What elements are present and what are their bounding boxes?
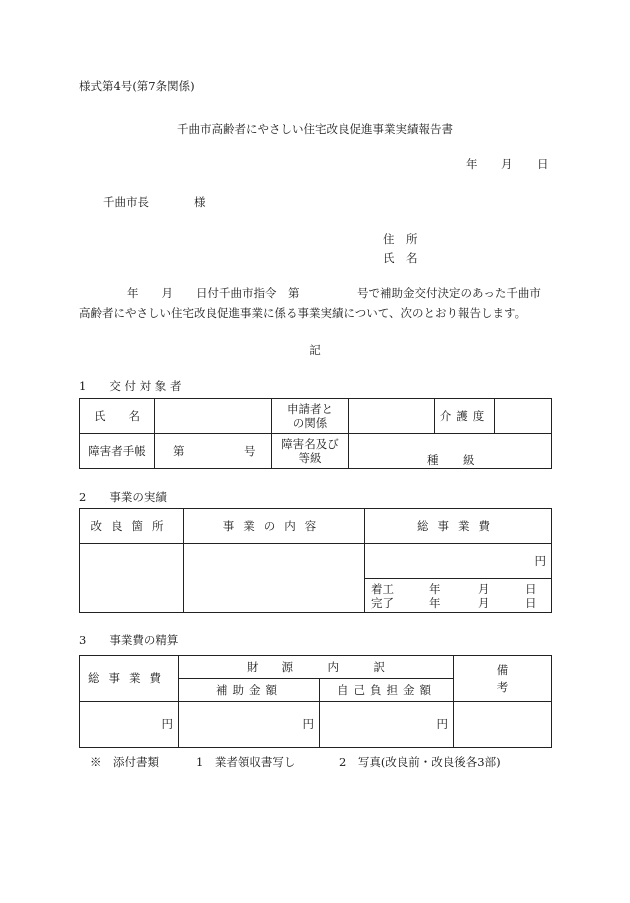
end-label: 完了 [371,596,394,610]
addressee-honorific: 様 [194,195,206,209]
care-level-value-cell[interactable] [495,399,552,434]
section3-heading: 3 事業費の精算 [79,633,179,647]
start-day: 日 [525,582,537,596]
disability-shu: 種 [427,453,439,467]
section1-heading: 1 交 付 対 象 者 [79,379,182,393]
disability-value-cell[interactable] [349,434,552,469]
total-cost-header: 総事業費 [365,509,552,544]
name-header: 氏 名 [80,399,155,434]
addressee-name: 千曲市長 [103,195,149,209]
period-cell[interactable] [365,579,552,613]
content-header: 事業の内容 [184,509,365,544]
disability-header: 障害名及び 等級 [272,434,349,469]
end-month: 月 [478,596,490,610]
name-label: 氏 名 [383,251,418,265]
relation-value-cell[interactable] [349,399,435,434]
attachment-item-2: 2 写真(改良前・改良後各3部) [339,755,501,769]
location-value-cell[interactable] [80,544,184,613]
end-year: 年 [429,596,441,610]
section2-heading: 2 事業の実績 [79,490,167,504]
document-title: 千曲市高齢者にやさしい住宅改良促進事業実績報告書 [177,122,453,136]
recipient-table [79,398,552,469]
attachment-item-1: 1 業者領収書写し [196,755,296,769]
attachments-label: ※ 添付書類 [90,755,159,769]
remarks-value-cell[interactable] [454,702,552,748]
settlement-table [79,655,552,748]
handbook-go: 号 [244,444,256,458]
content-value-cell[interactable] [184,544,365,613]
start-month: 月 [478,582,490,596]
self-pay-value-cell[interactable]: 円 [320,702,454,748]
start-label: 着工 [371,582,394,596]
total-value-cell[interactable]: 円 [80,702,179,748]
address-label: 住 所 [383,232,418,246]
self-pay-header: 自己負担金額 [320,679,454,702]
subsidy-value-cell[interactable]: 円 [179,702,320,748]
date-year: 年 [466,157,478,171]
total-cost-value-cell[interactable]: 円 [365,544,552,579]
handbook-dai: 第 [173,444,185,458]
body-line-1: 年 月 日付千曲市指令 第 号で補助金交付決定のあった千曲市 [127,286,541,300]
date-day: 日 [537,157,549,171]
results-table [79,508,552,613]
care-level-header: 介護度 [435,399,495,434]
handbook-header: 障害者手帳 [80,434,155,469]
subsidy-header: 補助金額 [179,679,320,702]
start-year: 年 [429,582,441,596]
disability-kyu: 級 [463,453,475,467]
location-header: 改良箇所 [80,509,184,544]
date-month: 月 [501,157,513,171]
source-breakdown-header: 財 源 内 訳 [179,656,454,679]
body-line-2: 高齢者にやさしい住宅改良促進事業に係る事業実績について、次のとおり報告します。 [79,306,527,320]
relation-header: 申請者と の関係 [272,399,349,434]
form-number: 様式第4号(第7条関係) [79,79,195,93]
remarks-header: 備 考 [454,656,552,702]
end-day: 日 [525,596,537,610]
ki-label: 記 [309,343,321,357]
total-header: 総事業費 [80,656,179,702]
name-value-cell[interactable] [155,399,272,434]
handbook-value-cell[interactable] [155,434,272,469]
